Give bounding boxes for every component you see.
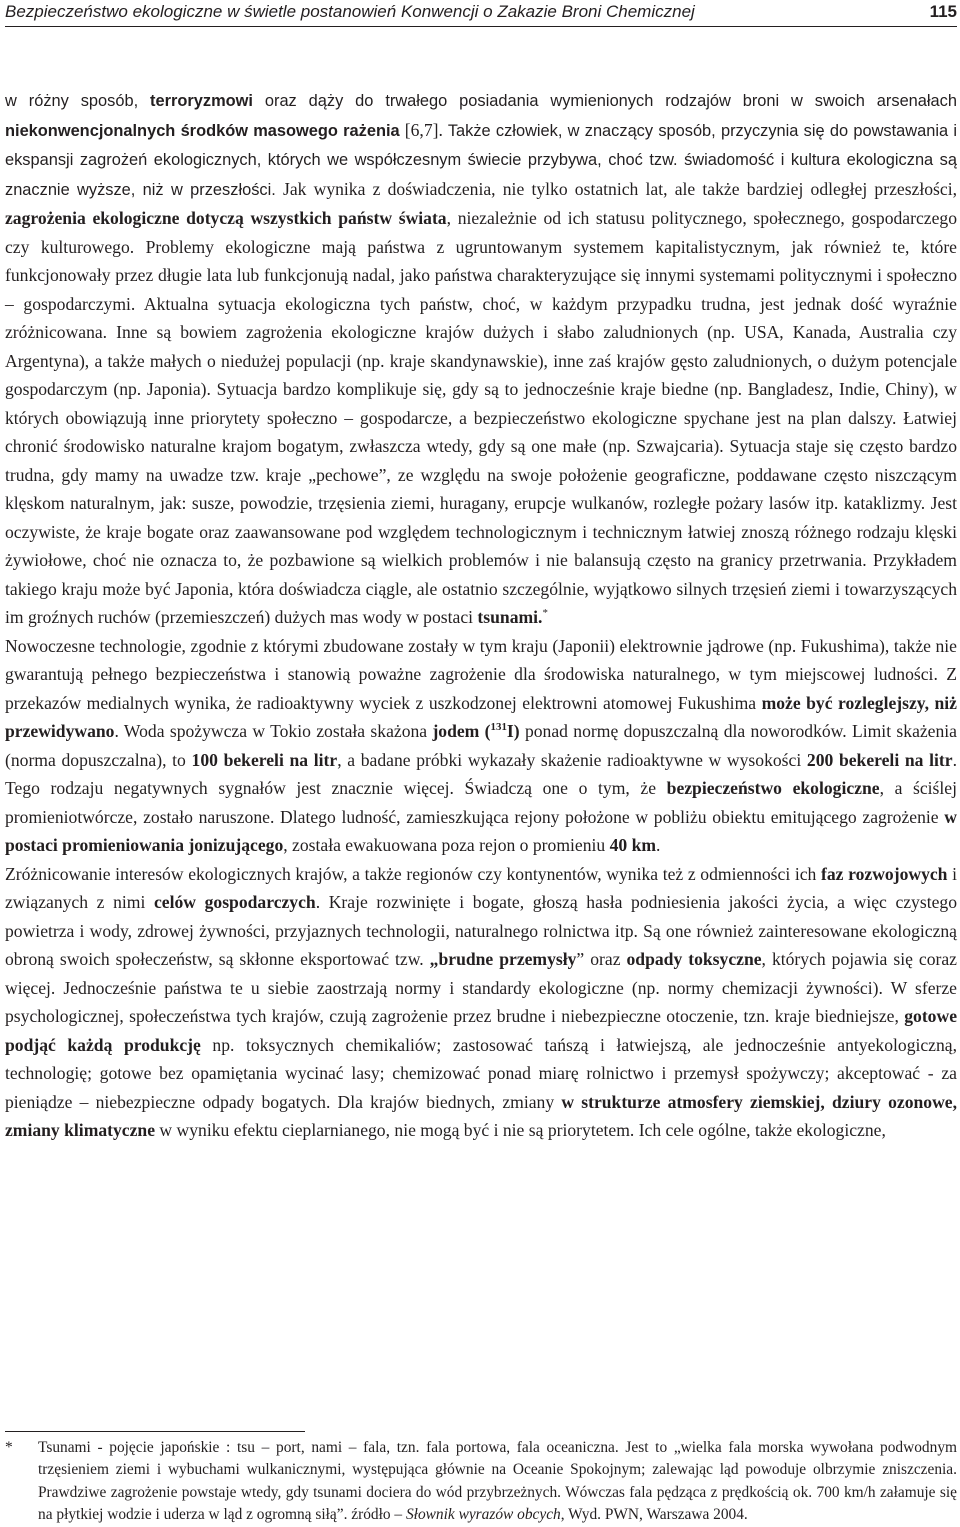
document-page — [5, 0, 957, 1527]
text-run: . Woda spożywcza w Tokio została skażona — [114, 721, 433, 741]
text-run: i związanych z nimi — [5, 863, 957, 912]
paragraph-1 — [5, 86, 957, 632]
text-run: . Tego rodzaju negatywnych sygnałów jest znacznie więcej. Świadczą one o tym, że — [5, 749, 957, 798]
source-title: Słownik wyrazów obcych — [405, 1506, 561, 1524]
citation: [6,7]. — [399, 119, 443, 140]
bold-term-atmosphere: w strukturze atmosfery ziemskiej, dziury ozonowe, zmiany klimatyczne — [5, 1091, 957, 1140]
paragraph-2 — [5, 632, 957, 860]
header-title: Bezpieczeństwo ekologiczne w świetle postanowień Konwencji o Zakazie Broni Chemicznej — [5, 2, 695, 21]
bold-term-terroryzm: terroryzmowi — [150, 92, 253, 110]
paragraph-3 — [5, 860, 957, 1145]
bold-term-radiation: w postaci promieniowania jonizującego — [5, 806, 957, 855]
text-run: np. toksycznych chemikaliów; zastosować tańszą i łatwiejszą, ale jednocześnie antyekologiczną, technologię; gotowe bez opamiętania wycinać lasy; chemizować ponad miarę rolnictwo i przemysł spożywczy; akceptować - za pieniądze – niebezpieczne odpady bogatych. Dla krajów biednych, zmiany — [5, 1034, 957, 1112]
body-text — [5, 86, 957, 1145]
bold-term-measured: 200 bekereli na litr — [806, 749, 953, 770]
bold-term-limit: 100 bekereli na litr — [191, 749, 338, 770]
text-run: Zróżnicowanie interesów ekologicznych krajów, a także regionów czy kontynentów, wynika też z odmienności ich — [5, 863, 821, 884]
text-run: ponad normę dopuszczalną dla noworodków. Limit skażenia (norma dopuszczalna), to — [5, 721, 957, 770]
text-run: . Kraje rozwinięte i bogate, głoszą hasła podniesienia jakości życia, a więc czystego powietrza i wody, zdrowej żywności, przyjaznych technologii, naturalnego rolnictwa itp. Są one również zainteresowane ekologiczną obroną swoich społeczeństw, są skłonne eksportować tzw. — [5, 892, 957, 969]
isotope-number: 131 — [490, 721, 507, 734]
text-run: , których pojawia się coraz więcej. Jednocześnie państwa te u siebie zaostrzają normy i standardy ekologiczne (np. normy chemizacji żywności). W sferze psychologicznej, społeczeństwa tych krajów, czują zagrożenie przez brudne i niebezpieczne otoczenie, tzn. kraje biedniejsze, — [5, 949, 957, 1026]
text-run: Nowoczesne technologie, zgodnie z którymi zbudowane zostały w tym kraju (Japonii) elektrownie jądrowe (np. Fukushima), także nie gwarantują pełnego bezpieczeństwa i stanowią poważne zagrożenie dla środowiska naturalnego, w tym miejscowej ludności. Z przekazów medialnych wynika, że radioaktywny wyciek z uszkodzonej elektrowni atomowej Fukushima — [5, 635, 957, 713]
bold-term-leak: może być rozleglejszy, niż przewidywano — [5, 692, 957, 741]
text-run: . — [656, 835, 661, 855]
text-run: , niezależnie od ich statusu politycznego, społecznego, gospodarczego czy kulturowego. — [5, 208, 957, 257]
footnote — [5, 1437, 957, 1527]
footnote-mark: * — [5, 1439, 13, 1456]
footnote-reference[interactable]: * — [542, 607, 548, 620]
text-run: Także człowiek, w znaczący sposób, przyczynia się do powstawania i ekspansji zagrożeń ekologicznych, których we współczesnym świecie przybywa, choć tzw. świadomość i kultura ekologiczna są znacznie wyższe, niż w przeszłości. — [5, 121, 958, 199]
bold-term-phases: faz rozwojowych — [821, 863, 948, 884]
text-run: ” oraz — [576, 949, 627, 969]
footnote-text — [38, 1437, 957, 1527]
text-run: Problemy ekologiczne mają państwa z ugruntowanym systemem kapitalistycznym, jak również te, które funkcjonowały przez długie lata lub funkcjonują nadal, jako państwa charakteryzujące się innymi systemami politycznymi i społeczno – gospodarczymi. Aktualna sytuacja ekologiczna tych państw, choć, w każdym przypadku trudna, jest jednak dość wyraźnie zróżnicowana. Inne są bowiem zagrożenia ekologiczne krajów dużych i słabo zaludnionych (np. USA, Kanada, Australia czy Argentyna), a także małych o niedużej populacji (np. kraje skandynawskie), inne zaś krajów gęsto zaludnionych, o dużym potencjale gospodarczym (np. Japonia). Sytuacja bardzo komplikuje się, gdy są to jednocześnie kraje biedne (np. Bangladesz, Indie, Chiny), w których obowiązują inne priorytety społeczno – gospodarcze, a bezpieczeństwo ekologiczne spychane jest na plan dalszy. Łatwiej chronić środowisko naturalne krajom bogatym, zwłaszcza wtedy, gdy są one małe (np. Szwajcaria). Sytuacja staje się często bardzo trudna, gdy mamy na uwadze tzw. kraje „pechowe”, ze względu na swoje położenie geograficzne, poddawane często niszczącym klęskom naturalnym, jak: susze, powodzie, trzęsienia ziemi, huragany, erupcje wulkanów, rozległe pożary lasów itp. kataklizmy. Jest oczywiste, że kraje bogate oraz zaawansowane pod względem technologicznym i technicznym łatwiej znoszą różnego rodzaju klęski żywiołowe, choć nie oznacza to, że pozbawione są wielkich problemów i nie balansują często na granicy przetrwania. Przykładem takiego kraju może być Japonia, która doświadcza ciągle, ale ostatnio szczególnie, wyjątkowo silnych trzęsień ziemi i towarzyszących im groźnych ruchów (przemieszczeń) dużych mas wody w postaci — [5, 236, 957, 627]
text-run: , a badane próbki wykazały skażenie radioaktywne w wysokości — [337, 749, 807, 770]
bold-term-tsunami: tsunami. — [477, 607, 543, 627]
bold-term-toxic-waste: odpady toksyczne — [626, 949, 762, 969]
text-run: w wyniku efektu cieplarnianego, nie mogą być i nie są priorytetem. Ich cele ogólne, także ekologiczne, — [155, 1120, 886, 1140]
text-run: Jak wynika z doświadczenia, nie tylko ostatnich lat, ale także bardziej odległej przeszłości, — [275, 178, 957, 199]
text-run: , Wyd. PWN, Warszawa 2004. — [560, 1506, 748, 1524]
text-run: oraz dąży do trwałego posiadania wymienionych rodzajów broni w swoich arsenałach — [252, 92, 957, 110]
page-number: 115 — [929, 2, 957, 21]
text-run: , a ściślej promieniotwórcze, zostało naruszone. Dlatego ludność, zamieszkująca rejony położone w pobliżu obiektu emitującego zagrożenie — [5, 778, 957, 827]
text-run: , została ewakuowana poza rejon o promieniu — [283, 835, 610, 855]
bold-term-dirty-industry: „brudne przemysły — [429, 949, 577, 969]
bold-term-eco-security: bezpieczeństwo ekologiczne — [666, 778, 880, 798]
running-header — [5, 0, 957, 27]
bold-term-any-production: gotowe podjąć każdą produkcję — [5, 1006, 957, 1055]
bold-term-radius: 40 km — [609, 835, 657, 855]
text-run: Tsunami - pojęcie japońskie : tsu – port, nami – fala, tzn. fala portowa, fala oceaniczna. Jest to „wielka fala morska wywołana podwodnym trzęsieniem ziemi i wybuchami wulkanicznymi, występująca głównie na Oceanie Spokojnym; zalewając ląd powoduje olbrzymie zniszczenia. Prawdziwe zagrożenie powstaje wtedy, gdy tsunami dociera do wód przybrzeżnych. Wówczas fala pędząca z prędkością ok. 700 km/h załamuje się na płytkiej wodzie i uderza w ląd z ogromną siłą”. źródło – — [38, 1439, 957, 1524]
bold-term-threats: zagrożenia ekologiczne dotyczą wszystkich państw świata — [5, 208, 447, 228]
text-run: w różny sposób, — [5, 92, 151, 110]
bold-term-iodine: jodem ($^{131}$I) — [432, 721, 520, 741]
footnote-divider — [5, 1431, 305, 1432]
bold-term-goals: celów gospodarczych — [153, 892, 316, 912]
bold-term-wmd: niekonwencjonalnych środków masowego rażenia — [5, 121, 400, 140]
